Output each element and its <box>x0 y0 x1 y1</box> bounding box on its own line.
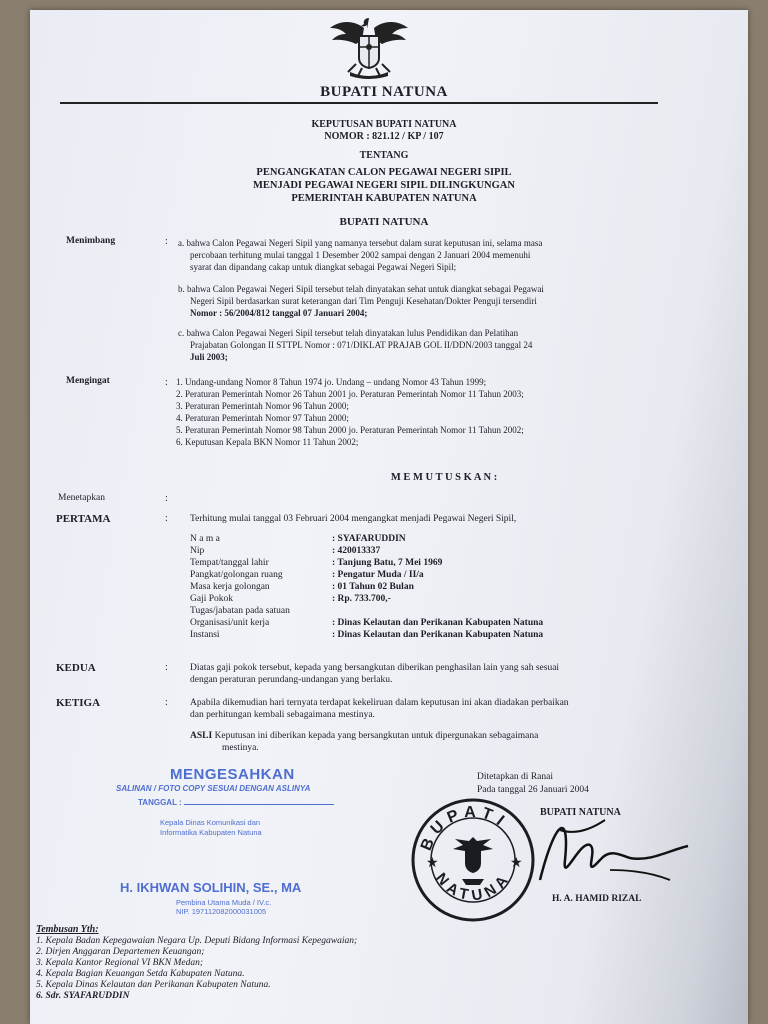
handwritten-signature-icon <box>520 800 690 900</box>
tentang-label: TENTANG <box>359 150 409 161</box>
letterhead-title: BUPATI NATUNA <box>320 84 448 100</box>
field-value-gaji: : Rp. 733.700,- <box>332 594 391 604</box>
field-label-pangkat: Pangkat/golongan ruang <box>190 570 283 580</box>
colon: : <box>165 236 168 247</box>
official-stamp-icon <box>410 797 536 923</box>
signature-office: BUPATI NATUNA <box>540 807 621 818</box>
mengingat-label: Mengingat <box>66 376 110 386</box>
colon: : <box>165 662 168 673</box>
mengesahkan-subtitle: SALINAN / FOTO COPY SESUAI DENGAN ASLINYA <box>116 784 311 793</box>
pertama-text: Terhitung mulai tanggal 03 Februari 2004 mengangkat menjadi Pegawai Negeri Sipil, <box>190 514 517 524</box>
field-value-ttl: : Tanjung Batu, 7 Mei 1969 <box>332 558 443 568</box>
ketiga-label: KETIGA <box>56 697 101 709</box>
certifier-nip: NIP. 197112082000031005 <box>176 907 267 916</box>
field-value-masa-kerja: : 01 Tahun 02 Bulan <box>332 582 414 592</box>
garuda-emblem-icon <box>326 14 412 80</box>
svg-text:★: ★ <box>510 856 523 871</box>
menimbang-item-c: c. bahwa Calon Pegawai Negeri Sipil tersebut telah dinyatakan lulus Pendidikan dan Pelatihan Prajabatan Golongan II STTPL Nomor : 071/DIKLAT PRAJAB GOL II/DDN/2003 tanggal 24 Juli 2003; <box>178 328 533 362</box>
field-label-gaji: Gaji Pokok <box>190 594 234 604</box>
tembusan-item-3: 3. Kepala Kantor Regional VI BKN Medan; <box>36 958 204 968</box>
subject-line-2: MENJADI PEGAWAI NEGERI SIPIL DILINGKUNGAN <box>253 180 515 191</box>
svg-text:BUPATI: BUPATI <box>417 803 512 854</box>
mengingat-item-5: 5. Peraturan Pemerintah Nomor 98 Tahun 2000 jo. Peraturan Pemerintah Nomor 11 Tahun 2002; <box>176 425 524 435</box>
signature-name: H. A. HAMID RIZAL <box>552 894 642 904</box>
field-label-ttl: Tempat/tanggal lahir <box>190 558 269 568</box>
certifier-name: H. IKHWAN SOLIHIN, SE., MA <box>120 880 302 895</box>
subject-line-3: PEMERINTAH KABUPATEN NATUNA <box>291 193 477 204</box>
mengingat-item-2: 2. Peraturan Pemerintah Nomor 26 Tahun 2001 jo. Peraturan Pemerintah Nomor 11 Tahun 2003; <box>176 389 524 399</box>
svg-text:★: ★ <box>426 856 439 871</box>
decree-title: KEPUTUSAN BUPATI NATUNA <box>311 119 457 130</box>
pertama-label: PERTAMA <box>56 513 111 525</box>
tembusan-item-4: 4. Kepala Bagian Keuangan Setda Kabupaten Natuna. <box>36 969 245 979</box>
signature-date: Pada tanggal 26 Januari 2004 <box>477 785 589 795</box>
authority-title: BUPATI NATUNA <box>339 216 429 228</box>
menetapkan-label: Menetapkan <box>58 493 105 503</box>
field-value-organisasi: : Dinas Kelautan dan Perikanan Kabupaten Natuna <box>332 618 544 628</box>
colon: : <box>165 513 168 524</box>
mengesahkan-tanggal: TANGGAL : <box>138 798 334 807</box>
field-label-nama: N a m a <box>190 534 220 544</box>
kedua-label: KEDUA <box>56 662 96 674</box>
subject-line-1: PENGANGKATAN CALON PEGAWAI NEGERI SIPIL <box>256 167 512 178</box>
menimbang-item-a: a. bahwa Calon Pegawai Negeri Sipil yang namanya tersebut dalam surat keputusan ini, selama masa percobaan terhitung mulai tanggal 1 Desember 2002 sampai dengan 2 Januari 2004 memenuhi syarat dan dipandang cakap untuk diangkat sebagai Pegawai Negeri Sipil; <box>178 238 543 272</box>
tembusan-title: Tembusan Yth: <box>36 924 99 935</box>
tembusan-item-6: 6. Sdr. SYAFARUDDIN <box>36 991 130 1001</box>
ketiga-text: Apabila dikemudian hari ternyata terdapat kekeliruan dalam keputusan ini akan diadakan perbaikan dan perhitungan kembali sebagaimana mestinya. <box>190 698 569 720</box>
mengingat-item-6: 6. Keputusan Kepala BKN Nomor 11 Tahun 2002; <box>176 437 359 447</box>
mengingat-item-3: 3. Peraturan Pemerintah Nomor 96 Tahun 2000; <box>176 401 349 411</box>
mengingat-item-1: 1. Undang-undang Nomor 8 Tahun 1974 jo. Undang – undang Nomor 43 Tahun 1999; <box>176 377 487 387</box>
asli-paragraph: ASLI Keputusan ini diberikan kepada yang bersangkutan untuk dipergunakan sebagaimana mestinya. <box>190 731 539 753</box>
tembusan-item-2: 2. Dirjen Anggaran Departemen Keuangan; <box>36 947 205 957</box>
mengesahkan-office: Kepala Dinas Komunikasi dan Informatika Kabupaten Natuna <box>160 818 262 837</box>
field-value-nip: : 420013337 <box>332 546 381 556</box>
kedua-text: Diatas gaji pokok tersebut, kepada yang bersangkutan diberikan penghasilan lain yang sah sesuai dengan peraturan perundang-undangan yang berlaku. <box>190 663 560 685</box>
asli-bold: ASLI <box>190 731 213 741</box>
tembusan-item-5: 5. Kepala Dinas Kelautan dan Perikanan Kabupaten Natuna. <box>36 980 271 990</box>
tembusan-item-1: 1. Kepala Badan Kepegawaian Negara Up. Deputi Bidang Informasi Kepegawaian; <box>36 936 358 946</box>
colon: : <box>165 697 168 708</box>
menimbang-item-b: b. bahwa Calon Pegawai Negeri Sipil tersebut telah dinyatakan sehat untuk diangkat sebagai Pegawai Negeri Sipil berdasarkan surat keterangan dari Tim Penguji Kesehatan/Dokter Penguji tersendiri Nomor : 56/2004/812 tanggal 07 Januari 2004; <box>178 284 544 318</box>
field-label-nip: Nip <box>190 546 205 556</box>
field-value-instansi: : Dinas Kelautan dan Perikanan Kabupaten Natuna <box>332 630 544 640</box>
certifier-rank: Pembina Utama Muda / IV.c. <box>176 898 272 907</box>
signature-place: Ditetapkan di Ranai <box>477 772 553 782</box>
svg-text:NATUNA: NATUNA <box>432 868 515 905</box>
mengesahkan-title: MENGESAHKAN <box>170 766 295 783</box>
mengingat-item-4: 4. Peraturan Pemerintah Nomor 97 Tahun 2000; <box>176 413 349 423</box>
letterhead-rule <box>60 102 658 104</box>
colon: : <box>165 493 168 504</box>
colon: : <box>165 377 168 388</box>
field-value-nama: : SYAFARUDDIN <box>332 534 406 544</box>
field-label-organisasi: Organisasi/unit kerja <box>190 618 270 628</box>
decree-number: NOMOR : 821.12 / KP / 107 <box>324 131 444 142</box>
field-value-pangkat: : Pengatur Muda / II/a <box>332 570 424 580</box>
field-label-masa-kerja: Masa kerja golongan <box>190 582 270 592</box>
memutuskan-heading: M E M U T U S K A N : <box>390 472 498 483</box>
field-label-instansi: Instansi <box>190 630 220 640</box>
field-label-tugas: Tugas/jabatan pada satuan <box>190 606 290 616</box>
menimbang-label: Menimbang <box>66 236 116 246</box>
